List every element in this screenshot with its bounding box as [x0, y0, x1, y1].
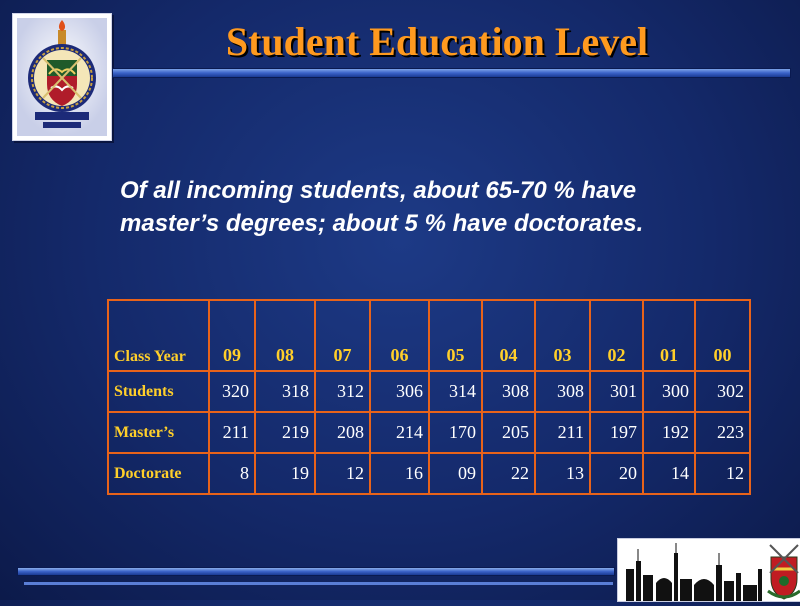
corner-image: [617, 538, 800, 602]
table-row-students: [108, 371, 750, 412]
table-cell: 16: [370, 453, 429, 494]
table-cell: 306: [370, 371, 429, 412]
table-cell: 318: [255, 371, 315, 412]
table-cell: 314: [429, 371, 482, 412]
table-cell: 19: [255, 453, 315, 494]
table-cell: 214: [370, 412, 429, 453]
table-cell: 14: [643, 453, 695, 494]
year-cell: 06: [370, 300, 429, 371]
table-cell: 211: [535, 412, 590, 453]
table-cell: 12: [695, 453, 750, 494]
year-cell: 04: [482, 300, 535, 371]
table-row-doctorate: [108, 453, 750, 494]
year-cell: 08: [255, 300, 315, 371]
footer-divider-thin: [24, 582, 613, 585]
table-cell: 22: [482, 453, 535, 494]
row-label: Students: [108, 371, 209, 412]
table-cell: 170: [429, 412, 482, 453]
slide-subtitle: [120, 174, 740, 240]
table-cell: 208: [315, 412, 370, 453]
education-table: [107, 299, 751, 495]
school-logo: [12, 13, 112, 141]
table-cell: 308: [482, 371, 535, 412]
table-cell: 301: [590, 371, 643, 412]
table-cell: 09: [429, 453, 482, 494]
year-cell: 09: [209, 300, 255, 371]
table-cell: 20: [590, 453, 643, 494]
year-cell: 07: [315, 300, 370, 371]
skyline-and-crest-icon: [618, 539, 800, 601]
table-cell: 13: [535, 453, 590, 494]
title-divider: [112, 68, 791, 78]
year-cell: 02: [590, 300, 643, 371]
year-cell: 01: [643, 300, 695, 371]
school-crest-icon: [13, 14, 111, 140]
table-row-masters: [108, 412, 750, 453]
table-cell: 205: [482, 412, 535, 453]
year-cell: 00: [695, 300, 750, 371]
table-cell: 12: [315, 453, 370, 494]
table-cell: 223: [695, 412, 750, 453]
year-cell: 05: [429, 300, 482, 371]
table-cell: 219: [255, 412, 315, 453]
slide-title: Student Education Level: [225, 19, 649, 64]
row-label: Doctorate: [108, 453, 209, 494]
table-cell: 302: [695, 371, 750, 412]
footer-divider: [17, 567, 615, 576]
table-cell: 192: [643, 412, 695, 453]
row-label: Master’s: [108, 412, 209, 453]
table-cell: 308: [535, 371, 590, 412]
table-cell: 312: [315, 371, 370, 412]
table-cell: 320: [209, 371, 255, 412]
table-cell: 300: [643, 371, 695, 412]
table-cell: 8: [209, 453, 255, 494]
subtitle-line-2: master’s degrees; about 5 % have doctorates.: [120, 210, 644, 237]
class-year-label: Class Year: [108, 300, 209, 371]
table-header-row: [108, 300, 750, 371]
subtitle-line-1: Of all incoming students, about 65-70 % have: [120, 177, 637, 204]
table-cell: 197: [590, 412, 643, 453]
year-cell: 03: [535, 300, 590, 371]
table-cell: 211: [209, 412, 255, 453]
